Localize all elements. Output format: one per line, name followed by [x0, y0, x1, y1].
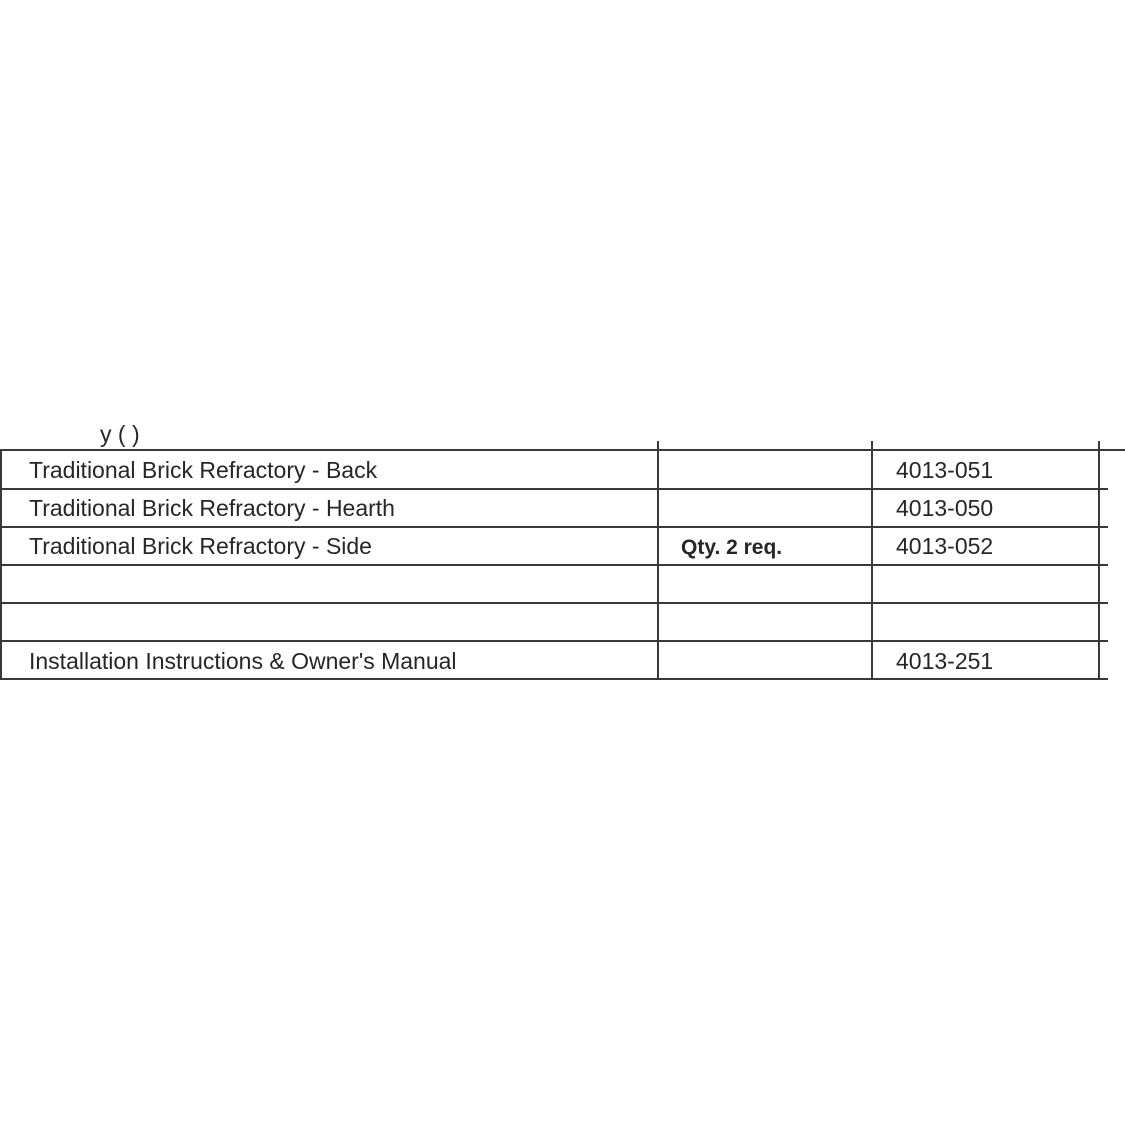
part-note: Qty. 2 req. — [681, 536, 783, 559]
column-divider — [871, 449, 873, 680]
row-divider — [0, 488, 1108, 490]
parts-table — [0, 421, 1125, 685]
column-divider — [1098, 449, 1100, 680]
row-divider — [0, 564, 1108, 566]
row-divider — [0, 678, 1108, 680]
row-divider — [0, 640, 1108, 642]
part-number: 4013-051 — [896, 457, 994, 483]
column-divider — [0, 449, 2, 680]
part-description: Traditional Brick Refractory - Hearth — [29, 495, 395, 521]
clipped-row-fragment: y ( ) — [100, 421, 140, 447]
part-description: Traditional Brick Refractory - Back — [29, 457, 378, 483]
row-divider — [0, 526, 1108, 528]
part-number: 4013-052 — [896, 533, 994, 559]
column-divider — [657, 449, 659, 680]
part-description: Traditional Brick Refractory - Side — [29, 533, 372, 559]
row-divider — [0, 602, 1108, 604]
part-number: 4013-251 — [896, 648, 994, 674]
part-number: 4013-050 — [896, 495, 994, 521]
row-divider — [0, 449, 1125, 451]
part-description: Installation Instructions & Owner's Manual — [29, 648, 457, 674]
